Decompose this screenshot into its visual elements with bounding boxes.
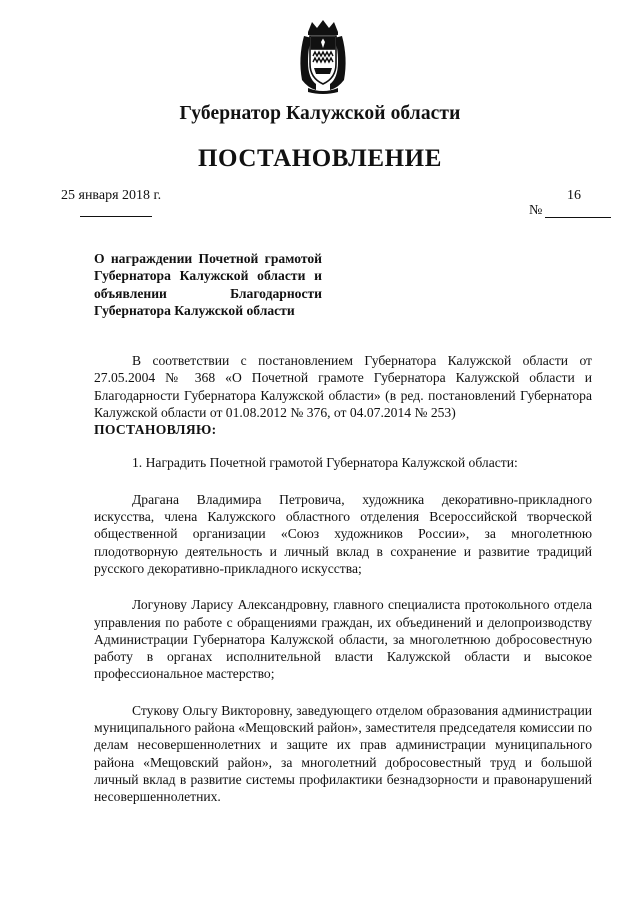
number-sign: № <box>529 203 543 218</box>
awardee-paragraph: Логунову Ларису Александровну, главного специалиста протокольного отдела управления по работе с обращениями граждан, их объединений и делопроизводству Администрации Губернатора Калужской области, за многолетнюю добросовестную работу в органах исполнительной власти Калужской области и высокое профессиональное мастерство; <box>94 597 592 682</box>
document-type: ПОСТАНОВЛЕНИЕ <box>197 145 443 172</box>
document-body <box>94 352 592 806</box>
awardee-paragraph: Драгана Владимира Петровича, художника декоративно-прикладного искусства, члена Калужского областного отделения Всероссийской творческой общественной организации «Союз художников России», за многолетнюю плодотворную деятельность и личный вклад в сохранение и развитие традиций русского декоративно-прикладного искусства; <box>94 491 592 576</box>
document-subject: О награждении Почетной грамотой Губернатора Калужской области и объявлении Благодарности Губернатора Калужской области <box>94 251 322 318</box>
awardee-paragraph: Стукову Ольгу Викторовну, заведующего отделом образования администрации муниципального района «Мещовский район», заместителя председателя комиссии по делам несовершеннолетних и защите их прав администрации муниципального района «Мещовский район», за многолетний добросовестный труд и большой личный вклад в развитие системы профилактики безнадзорности и правонарушений несовершеннолетних. <box>94 702 592 805</box>
preamble-paragraph: В соответствии с постановлением Губернатора Калужской области от 27.05.2004 № 368 «О Почетной грамоте Губернатора Калужской области и Благодарности Губернатора Калужской области» (в ред. постановлений Губернатора Калужской области от 01.08.2012 № 376, от 04.07.2014 № 253) <box>94 353 592 420</box>
issuing-authority: Губернатор Калужской области <box>179 103 461 124</box>
document-number: 16 <box>567 188 581 203</box>
coat-of-arms-icon <box>294 18 352 94</box>
document-date: 25 января 2018 г. <box>61 188 162 203</box>
item-1-paragraph: 1. Наградить Почетной грамотой Губернатора Калужской области: <box>132 455 518 471</box>
date-underline <box>80 216 152 217</box>
number-underline <box>545 217 611 218</box>
decree-word: ПОСТАНОВЛЯЮ: <box>94 422 217 438</box>
